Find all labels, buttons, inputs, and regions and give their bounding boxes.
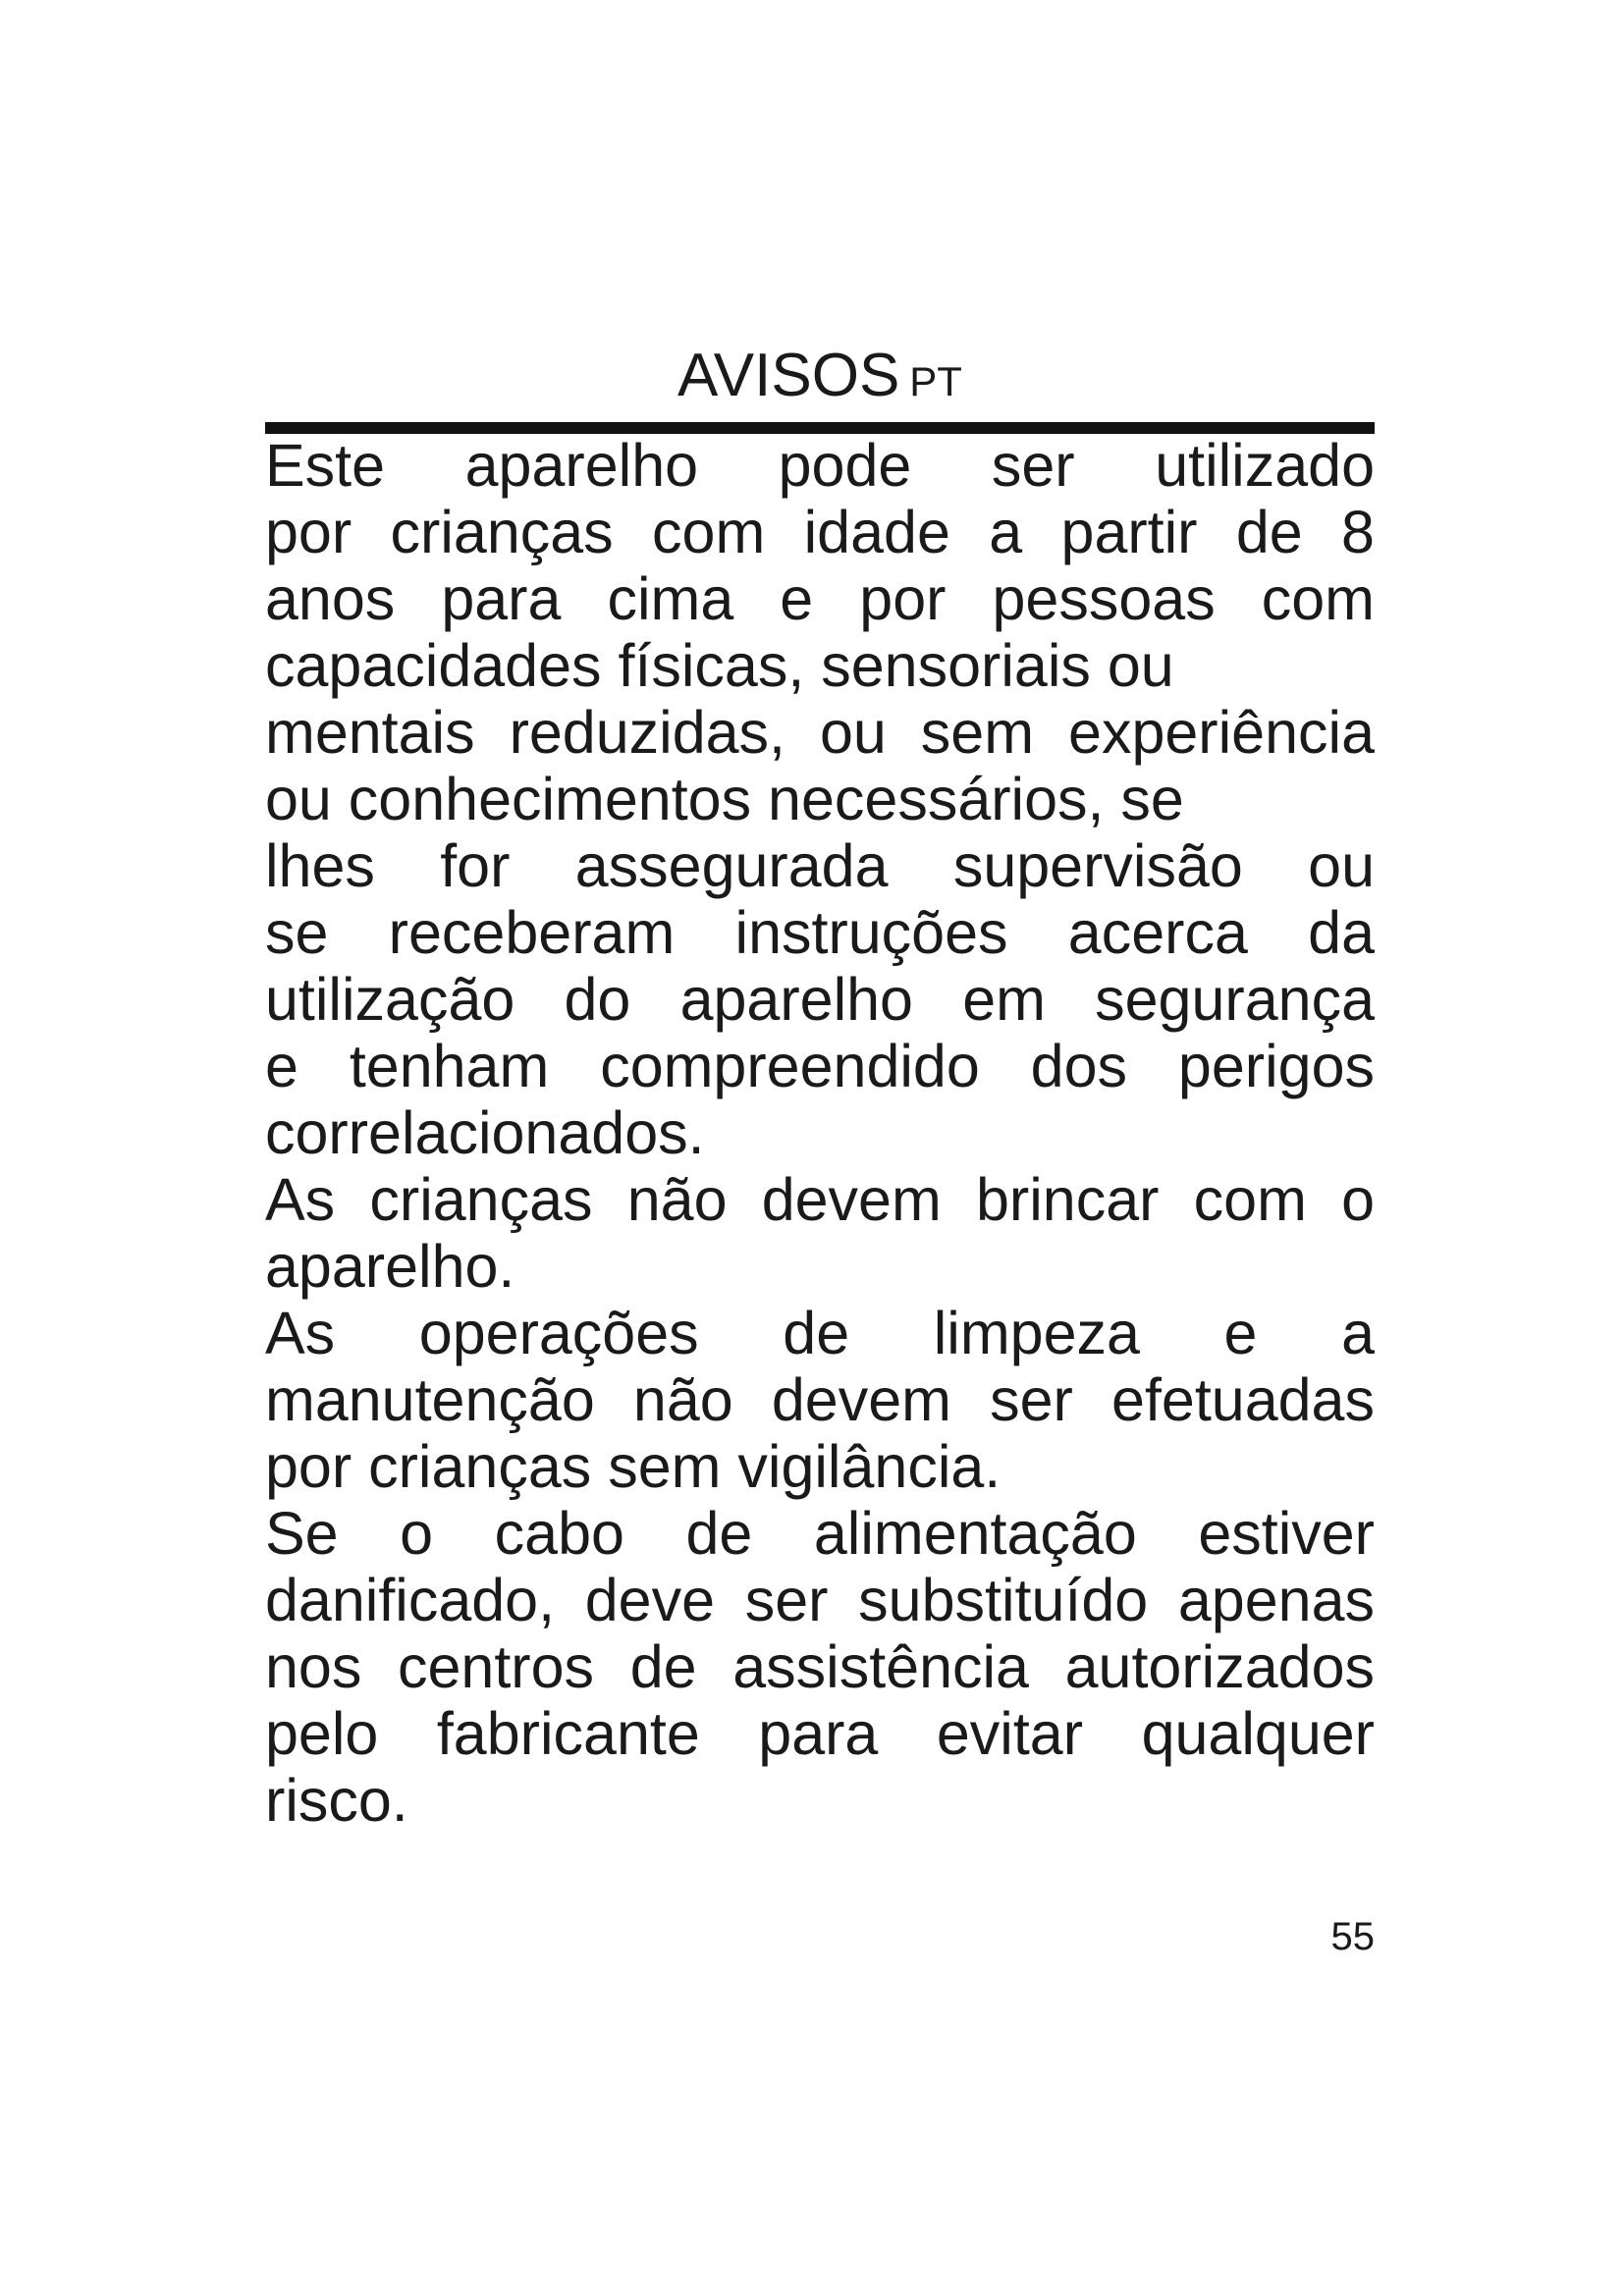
page-number: 55 (1330, 1915, 1375, 1958)
text-line: e tenham compreendido dos perigos (265, 1033, 1375, 1099)
text-line: correlacionados. (265, 1099, 705, 1166)
text-line: As operações de limpeza e a (265, 1300, 1375, 1366)
text-line: pelo fabricante para evitar qualquer (265, 1700, 1375, 1767)
text-line: se receberam instruções acerca da (265, 899, 1375, 966)
text-line: por crianças com idade a partir de 8 (265, 499, 1375, 565)
warning-text (265, 432, 1375, 1834)
text-line: risco. (265, 1767, 408, 1834)
text-line: anos para cima e por pessoas com (265, 565, 1375, 632)
text-line: manutenção não devem ser efetuadas (265, 1366, 1375, 1433)
text-line: ou conhecimentos necessários, se (265, 766, 1184, 832)
text-line: As crianças não devem brincar com o (265, 1166, 1375, 1233)
text-line: Se o cabo de alimentação estiver (265, 1500, 1375, 1567)
text-line: danificado, deve ser substituído apenas (265, 1567, 1375, 1633)
text-line: nos centros de assistência autorizados (265, 1633, 1375, 1700)
text-line: por crianças sem vigilância. (265, 1433, 1001, 1500)
text-line: mentais reduzidas, ou sem experiência (265, 699, 1375, 766)
text-line: utilização do aparelho em segurança (265, 966, 1375, 1033)
text-line: Este aparelho pode ser utilizado (265, 432, 1375, 499)
page-header (265, 342, 1375, 409)
text-line: aparelho. (265, 1233, 515, 1300)
section-title: AVISOS (677, 342, 900, 409)
language-code: PT (909, 358, 962, 404)
text-line: lhes for assegurada supervisão ou (265, 832, 1375, 899)
text-line: capacidades físicas, sensoriais ou (265, 632, 1174, 699)
